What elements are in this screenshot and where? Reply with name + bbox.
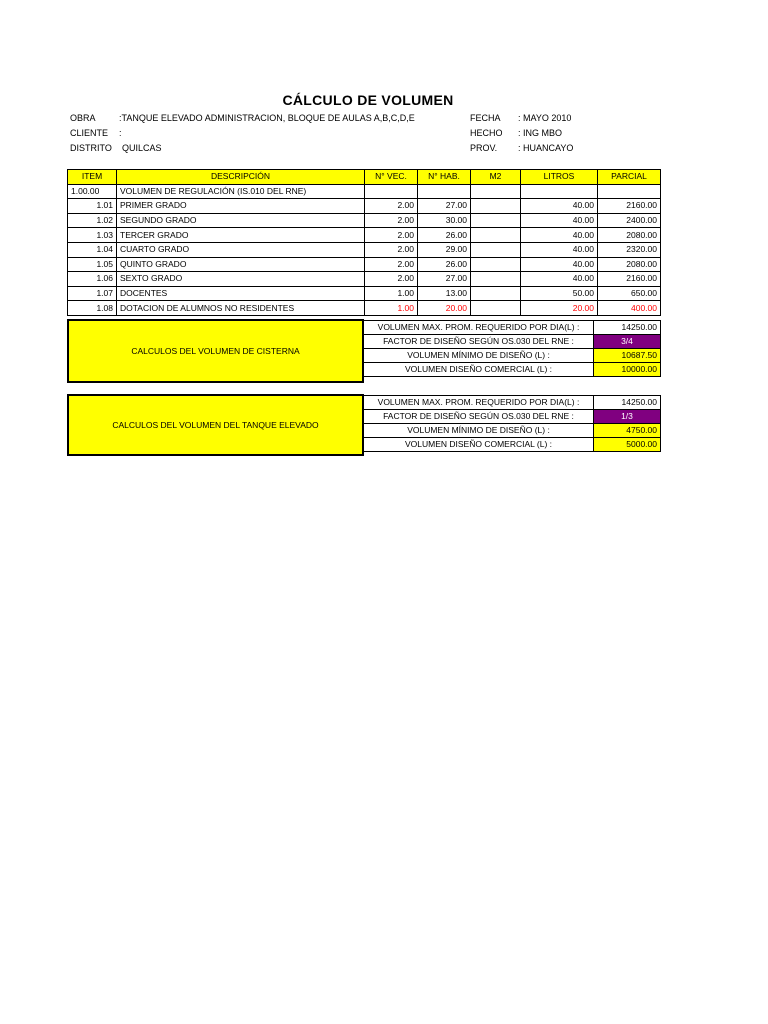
- cisterna-results: [363, 320, 661, 377]
- table-row: [68, 199, 661, 214]
- tanque-row-value: 4750.00: [594, 424, 661, 438]
- cisterna-row: [364, 321, 661, 335]
- table-row: [68, 286, 661, 301]
- row-desc: QUINTO GRADO: [117, 257, 365, 272]
- tanque-factor-value: 1/3: [594, 410, 661, 424]
- hecho-label: HECHO: [470, 128, 503, 138]
- cliente-label: CLIENTE: [70, 128, 109, 138]
- row-litros: 40.00: [521, 228, 598, 243]
- row-vec: 2.00: [365, 242, 418, 257]
- cisterna-row-value: 14250.00: [594, 321, 661, 335]
- row-desc: TERCER GRADO: [117, 228, 365, 243]
- row-parcial: 400.00: [598, 301, 661, 316]
- row-parcial: 2400.00: [598, 213, 661, 228]
- row-m2: [471, 242, 521, 257]
- table-row: [68, 272, 661, 287]
- row-m2: [471, 257, 521, 272]
- cisterna-row-label: VOLUMEN MÍNIMO DE DISEÑO (L) :: [364, 349, 594, 363]
- table-row: [68, 213, 661, 228]
- row-m2: [471, 286, 521, 301]
- cisterna-row-label: FACTOR DE DISEÑO SEGÚN OS.030 DEL RNE :: [364, 335, 594, 349]
- cisterna-row-value: 10687.50: [594, 349, 661, 363]
- prov-label: PROV.: [470, 143, 498, 153]
- table-row: [68, 228, 661, 243]
- row-hab: 29.00: [418, 242, 471, 257]
- cisterna-row-label: VOLUMEN DISEÑO COMERCIAL (L) :: [364, 363, 594, 377]
- cisterna-row: [364, 349, 661, 363]
- tanque-row-value: 14250.00: [594, 396, 661, 410]
- row-litros: 20.00: [521, 301, 598, 316]
- row-m2: [471, 228, 521, 243]
- col-header-hab: N° HAB.: [418, 170, 471, 185]
- tanque-row: [364, 438, 661, 452]
- tanque-row: [364, 424, 661, 438]
- row-item: 1.07: [68, 286, 117, 301]
- row-desc: CUARTO GRADO: [117, 242, 365, 257]
- prov-value: : HUANCAYO: [518, 143, 574, 153]
- row-item: 1.06: [68, 272, 117, 287]
- fecha-label: FECHA: [470, 113, 501, 123]
- section-item: 1.00.00: [68, 184, 117, 199]
- cisterna-row: [364, 335, 661, 349]
- tanque-row: [364, 396, 661, 410]
- tanque-row-label: VOLUMEN MÍNIMO DE DISEÑO (L) :: [364, 424, 594, 438]
- cisterna-row-label: VOLUMEN MAX. PROM. REQUERIDO POR DIA(L) :: [364, 321, 594, 335]
- row-desc: PRIMER GRADO: [117, 199, 365, 214]
- cisterna-row-value: 10000.00: [594, 363, 661, 377]
- row-parcial: 2160.00: [598, 199, 661, 214]
- table-row: [68, 242, 661, 257]
- table-row: [68, 301, 661, 316]
- tanque-row-label: VOLUMEN MAX. PROM. REQUERIDO POR DIA(L) :: [364, 396, 594, 410]
- obra-label: OBRA: [70, 113, 96, 123]
- col-header-item: ITEM: [68, 170, 117, 185]
- row-m2: [471, 213, 521, 228]
- row-hab: 26.00: [418, 257, 471, 272]
- row-litros: 40.00: [521, 272, 598, 287]
- distrito-value: QUILCAS: [122, 143, 162, 153]
- row-parcial: 2080.00: [598, 257, 661, 272]
- row-desc: SEXTO GRADO: [117, 272, 365, 287]
- col-header-descripcion: DESCRIPCIÓN: [117, 170, 365, 185]
- row-litros: 40.00: [521, 242, 598, 257]
- row-desc: SEGUNDO GRADO: [117, 213, 365, 228]
- row-parcial: 2080.00: [598, 228, 661, 243]
- row-parcial: 2160.00: [598, 272, 661, 287]
- row-m2: [471, 272, 521, 287]
- cisterna-label-box: [67, 319, 364, 383]
- col-header-vec: N° VEC.: [365, 170, 418, 185]
- tanque-label-box: [67, 394, 364, 456]
- row-hab: 26.00: [418, 228, 471, 243]
- tanque-results: [363, 395, 661, 452]
- tanque-row: [364, 410, 661, 424]
- row-desc: DOTACION DE ALUMNOS NO RESIDENTES: [117, 301, 365, 316]
- row-vec: 2.00: [365, 228, 418, 243]
- row-parcial: 2320.00: [598, 242, 661, 257]
- row-item: 1.01: [68, 199, 117, 214]
- row-vec: 1.00: [365, 286, 418, 301]
- row-hab: 30.00: [418, 213, 471, 228]
- volume-table: [67, 169, 661, 316]
- row-item: 1.08: [68, 301, 117, 316]
- fecha-value: : MAYO 2010: [518, 113, 572, 123]
- row-vec: 2.00: [365, 257, 418, 272]
- cisterna-label: CALCULOS DEL VOLUMEN DE CISTERNA: [131, 346, 300, 356]
- row-hab: 27.00: [418, 272, 471, 287]
- section-row: [68, 184, 661, 199]
- tanque-row-value: 5000.00: [594, 438, 661, 452]
- row-item: 1.02: [68, 213, 117, 228]
- row-litros: 40.00: [521, 257, 598, 272]
- row-m2: [471, 301, 521, 316]
- obra-value: :TANQUE ELEVADO ADMINISTRACION, BLOQUE DE AULAS A,B,C,D,E: [119, 113, 415, 123]
- distrito-label: DISTRITO: [70, 143, 112, 153]
- cisterna-factor-value: 3/4: [594, 335, 661, 349]
- cliente-value: :: [119, 128, 122, 138]
- row-m2: [471, 199, 521, 214]
- tanque-label: CALCULOS DEL VOLUMEN DEL TANQUE ELEVADO: [112, 420, 319, 430]
- cisterna-row: [364, 363, 661, 377]
- row-litros: 50.00: [521, 286, 598, 301]
- col-header-litros: LITROS: [521, 170, 598, 185]
- table-row: [68, 257, 661, 272]
- row-litros: 40.00: [521, 213, 598, 228]
- col-header-m2: M2: [471, 170, 521, 185]
- row-item: 1.04: [68, 242, 117, 257]
- hecho-value: : ING MBO: [518, 128, 563, 138]
- row-parcial: 650.00: [598, 286, 661, 301]
- page-title: CÁLCULO DE VOLUMEN: [282, 92, 454, 108]
- row-item: 1.03: [68, 228, 117, 243]
- row-desc: DOCENTES: [117, 286, 365, 301]
- row-hab: 27.00: [418, 199, 471, 214]
- table-header-row: [68, 170, 661, 185]
- row-vec: 2.00: [365, 199, 418, 214]
- row-item: 1.05: [68, 257, 117, 272]
- row-vec: 2.00: [365, 272, 418, 287]
- section-desc: VOLUMEN DE REGULACIÓN (IS.010 DEL RNE): [117, 184, 365, 199]
- row-hab: 20.00: [418, 301, 471, 316]
- tanque-row-label: VOLUMEN DISEÑO COMERCIAL (L) :: [364, 438, 594, 452]
- row-hab: 13.00: [418, 286, 471, 301]
- row-vec: 2.00: [365, 213, 418, 228]
- row-vec: 1.00: [365, 301, 418, 316]
- row-litros: 40.00: [521, 199, 598, 214]
- tanque-row-label: FACTOR DE DISEÑO SEGÚN OS.030 DEL RNE :: [364, 410, 594, 424]
- col-header-parcial: PARCIAL: [598, 170, 661, 185]
